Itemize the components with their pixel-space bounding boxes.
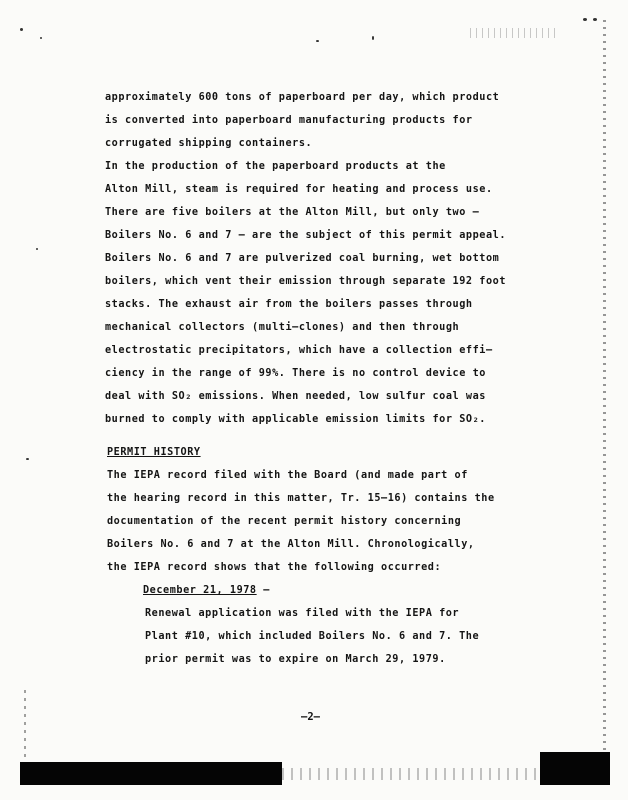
scan-noise-top: [470, 28, 560, 38]
text-line: burned to comply with applicable emission limits for SO₂.: [105, 414, 486, 425]
text-line: deal with SO₂ emissions. When needed, low sulfur coal was: [105, 391, 486, 402]
scan-speck: [372, 36, 374, 40]
text-line: the hearing record in this matter, Tr. 15–16) contains the: [107, 493, 495, 504]
text-line: Boilers No. 6 and 7 at the Alton Mill. Chronologically,: [107, 539, 475, 550]
text-line: ciency in the range of 99%. There is no control device to: [105, 368, 486, 379]
text-line: documentation of the recent permit history concerning: [107, 516, 462, 527]
scan-bar-left: [20, 762, 282, 785]
text-line: corrugated shipping containers.: [105, 138, 313, 149]
text-line: approximately 600 tons of paperboard per day, which product: [105, 92, 500, 103]
text-line: Plant #10, which included Boilers No. 6 and 7. The: [145, 631, 480, 642]
text-line: Renewal application was filed with the IEPA for: [145, 608, 460, 619]
scan-speck: [583, 18, 587, 21]
text-line: stacks. The exhaust air from the boilers passes through: [105, 299, 473, 310]
scan-speck: [316, 40, 319, 42]
text-line: There are five boilers at the Alton Mill, but only two –: [105, 207, 480, 218]
date-entry: December 21, 1978: [143, 585, 257, 596]
text-line: is converted into paperboard manufacturing products for: [105, 115, 473, 126]
text-line: Boilers No. 6 and 7 are pulverized coal burning, wet bottom: [105, 253, 500, 264]
scan-speck: [593, 18, 597, 21]
text-line: Alton Mill, steam is required for heating and process use.: [105, 184, 493, 195]
scan-speck: [40, 37, 42, 39]
text-line: Boilers No. 6 and 7 – are the subject of this permit appeal.: [105, 230, 507, 241]
page-number: –2–: [301, 711, 320, 723]
text-line: electrostatic precipitators, which have a collection effi–: [105, 345, 493, 356]
text-line: prior permit was to expire on March 29, 1979.: [145, 654, 446, 665]
scan-speck: [20, 28, 23, 31]
section-heading: PERMIT HISTORY: [107, 447, 201, 458]
text-line: In the production of the paperboard products at the: [105, 161, 446, 172]
text-line: mechanical collectors (multi–clones) and then through: [105, 322, 460, 333]
scan-edge-right: [603, 20, 606, 750]
scan-noise-bottom: [282, 768, 540, 780]
scan-speck: [26, 458, 29, 460]
text-line: The IEPA record filed with the Board (and made part of: [107, 470, 468, 481]
scan-edge-left: [24, 690, 26, 760]
date-entry-line: [143, 585, 270, 597]
date-dash: –: [256, 585, 270, 596]
text-line: the IEPA record shows that the following occurred:: [107, 562, 442, 573]
text-line: boilers, which vent their emission through separate 192 foot: [105, 276, 507, 287]
scan-speck: [36, 248, 38, 250]
scan-bar-right: [540, 752, 610, 785]
